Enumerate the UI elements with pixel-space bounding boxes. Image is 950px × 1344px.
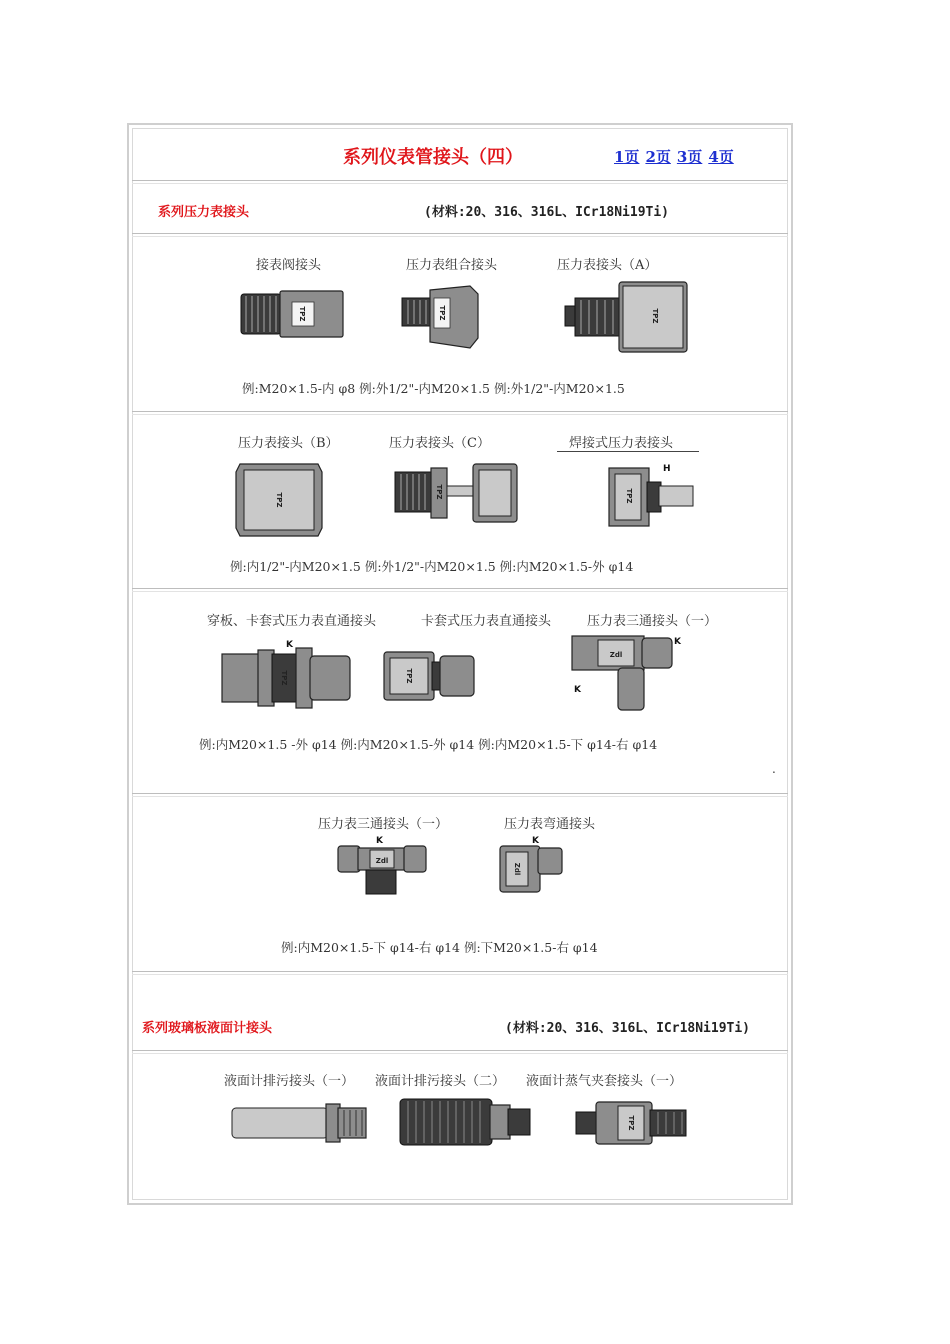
product-label: 焊接式压力表接头 [569, 436, 674, 451]
svg-text:TPZ: TPZ [280, 670, 288, 686]
tee-connector-image [570, 632, 682, 714]
product-label: 压力表弯通接头 [504, 817, 596, 832]
section-material: (材料:20、316、316L、ICr18Ni19Ti) [424, 205, 670, 220]
drain-connector-2-image [398, 1095, 533, 1149]
svg-text:K: K [674, 637, 681, 647]
tee-connector-2-image [336, 834, 428, 896]
page-nav [614, 146, 740, 167]
divider [132, 588, 788, 592]
example-text: 例:内M20×1.5 -外 φ14 例:内M20×1.5-外 φ14 例:内M20×1.5-下 φ14-右 φ14 [199, 737, 658, 752]
product-label: 接表阀接头 [256, 258, 322, 273]
svg-text:K: K [376, 836, 383, 846]
divider [132, 411, 788, 415]
page-link-4[interactable]: 4页 [708, 148, 734, 166]
svg-text:TPZ: TPZ [298, 306, 306, 322]
example-text: 例:M20×1.5-内 φ8 例:外1/2"-内M20×1.5 例:外1/2"-内M20×1.5 [242, 381, 625, 396]
svg-text:TPZ: TPZ [625, 488, 633, 504]
product-label: 液面计蒸气夹套接头（一） [526, 1074, 683, 1089]
page-link-1[interactable]: 1页 [614, 148, 640, 166]
section-material: (材料:20、316、316L、ICr18Ni19Ti) [505, 1021, 751, 1036]
product-label: 压力表接头（B） [238, 436, 339, 451]
pressure-connector-b-image [234, 460, 324, 540]
valve-connector-image [240, 288, 345, 340]
svg-text:K: K [286, 640, 293, 650]
svg-text:Zdl: Zdl [609, 651, 623, 659]
svg-text:TPZ: TPZ [275, 492, 283, 508]
svg-text:H: H [663, 464, 671, 474]
svg-text:TPZ: TPZ [405, 668, 413, 684]
page-link-2[interactable]: 2页 [645, 148, 671, 166]
elbow-connector-image [496, 834, 566, 896]
svg-text:Zdl: Zdl [513, 862, 521, 876]
divider [132, 793, 788, 797]
example-text: 例:内M20×1.5-下 φ14-右 φ14 例:下M20×1.5-右 φ14 [281, 940, 598, 955]
product-label: 压力表接头（A） [557, 258, 658, 273]
page-title: 系列仪表管接头（四） [343, 147, 523, 168]
svg-text:TPZ: TPZ [651, 308, 659, 324]
svg-text:TPZ: TPZ [438, 305, 446, 321]
divider [132, 971, 788, 975]
product-label: 液面计排污接头（二） [375, 1074, 506, 1089]
svg-text:TPZ: TPZ [627, 1115, 635, 1131]
pressure-connector-c-image [393, 462, 521, 524]
product-label: 穿板、卡套式压力表直通接头 [207, 614, 377, 629]
svg-text:TPZ: TPZ [435, 484, 443, 500]
product-label: 液面计排污接头（一） [224, 1074, 355, 1089]
pressure-connector-a-image [563, 280, 691, 354]
stray-dot: . [772, 762, 776, 776]
divider [132, 1050, 788, 1054]
bulkhead-connector-image [220, 636, 352, 708]
divider [132, 180, 788, 184]
svg-text:Zdl: Zdl [375, 857, 389, 865]
divider [132, 233, 788, 237]
example-text: 例:内1/2"-内M20×1.5 例:外1/2"-内M20×1.5 例:内M20×1.5-外 φ14 [230, 559, 634, 574]
welded-connector-image [605, 460, 697, 528]
ferrule-connector-image [382, 650, 476, 702]
section-title-pressure-gauge: 系列压力表接头 [158, 205, 250, 220]
product-label: 卡套式压力表直通接头 [421, 614, 552, 629]
combo-connector-image [400, 282, 480, 350]
label-underline [557, 451, 699, 452]
svg-text:K: K [574, 685, 581, 695]
steam-jacket-connector-image [574, 1098, 690, 1148]
product-label: 压力表接头（C） [389, 436, 490, 451]
product-label: 压力表三通接头（一） [587, 614, 718, 629]
product-label: 压力表组合接头 [406, 258, 498, 273]
product-label: 压力表三通接头（一） [318, 817, 449, 832]
svg-text:K: K [532, 836, 539, 846]
page-link-3[interactable]: 3页 [676, 148, 703, 166]
drain-connector-1-image [230, 1100, 370, 1146]
section-title-level-gauge: 系列玻璃板液面计接头 [142, 1021, 273, 1036]
